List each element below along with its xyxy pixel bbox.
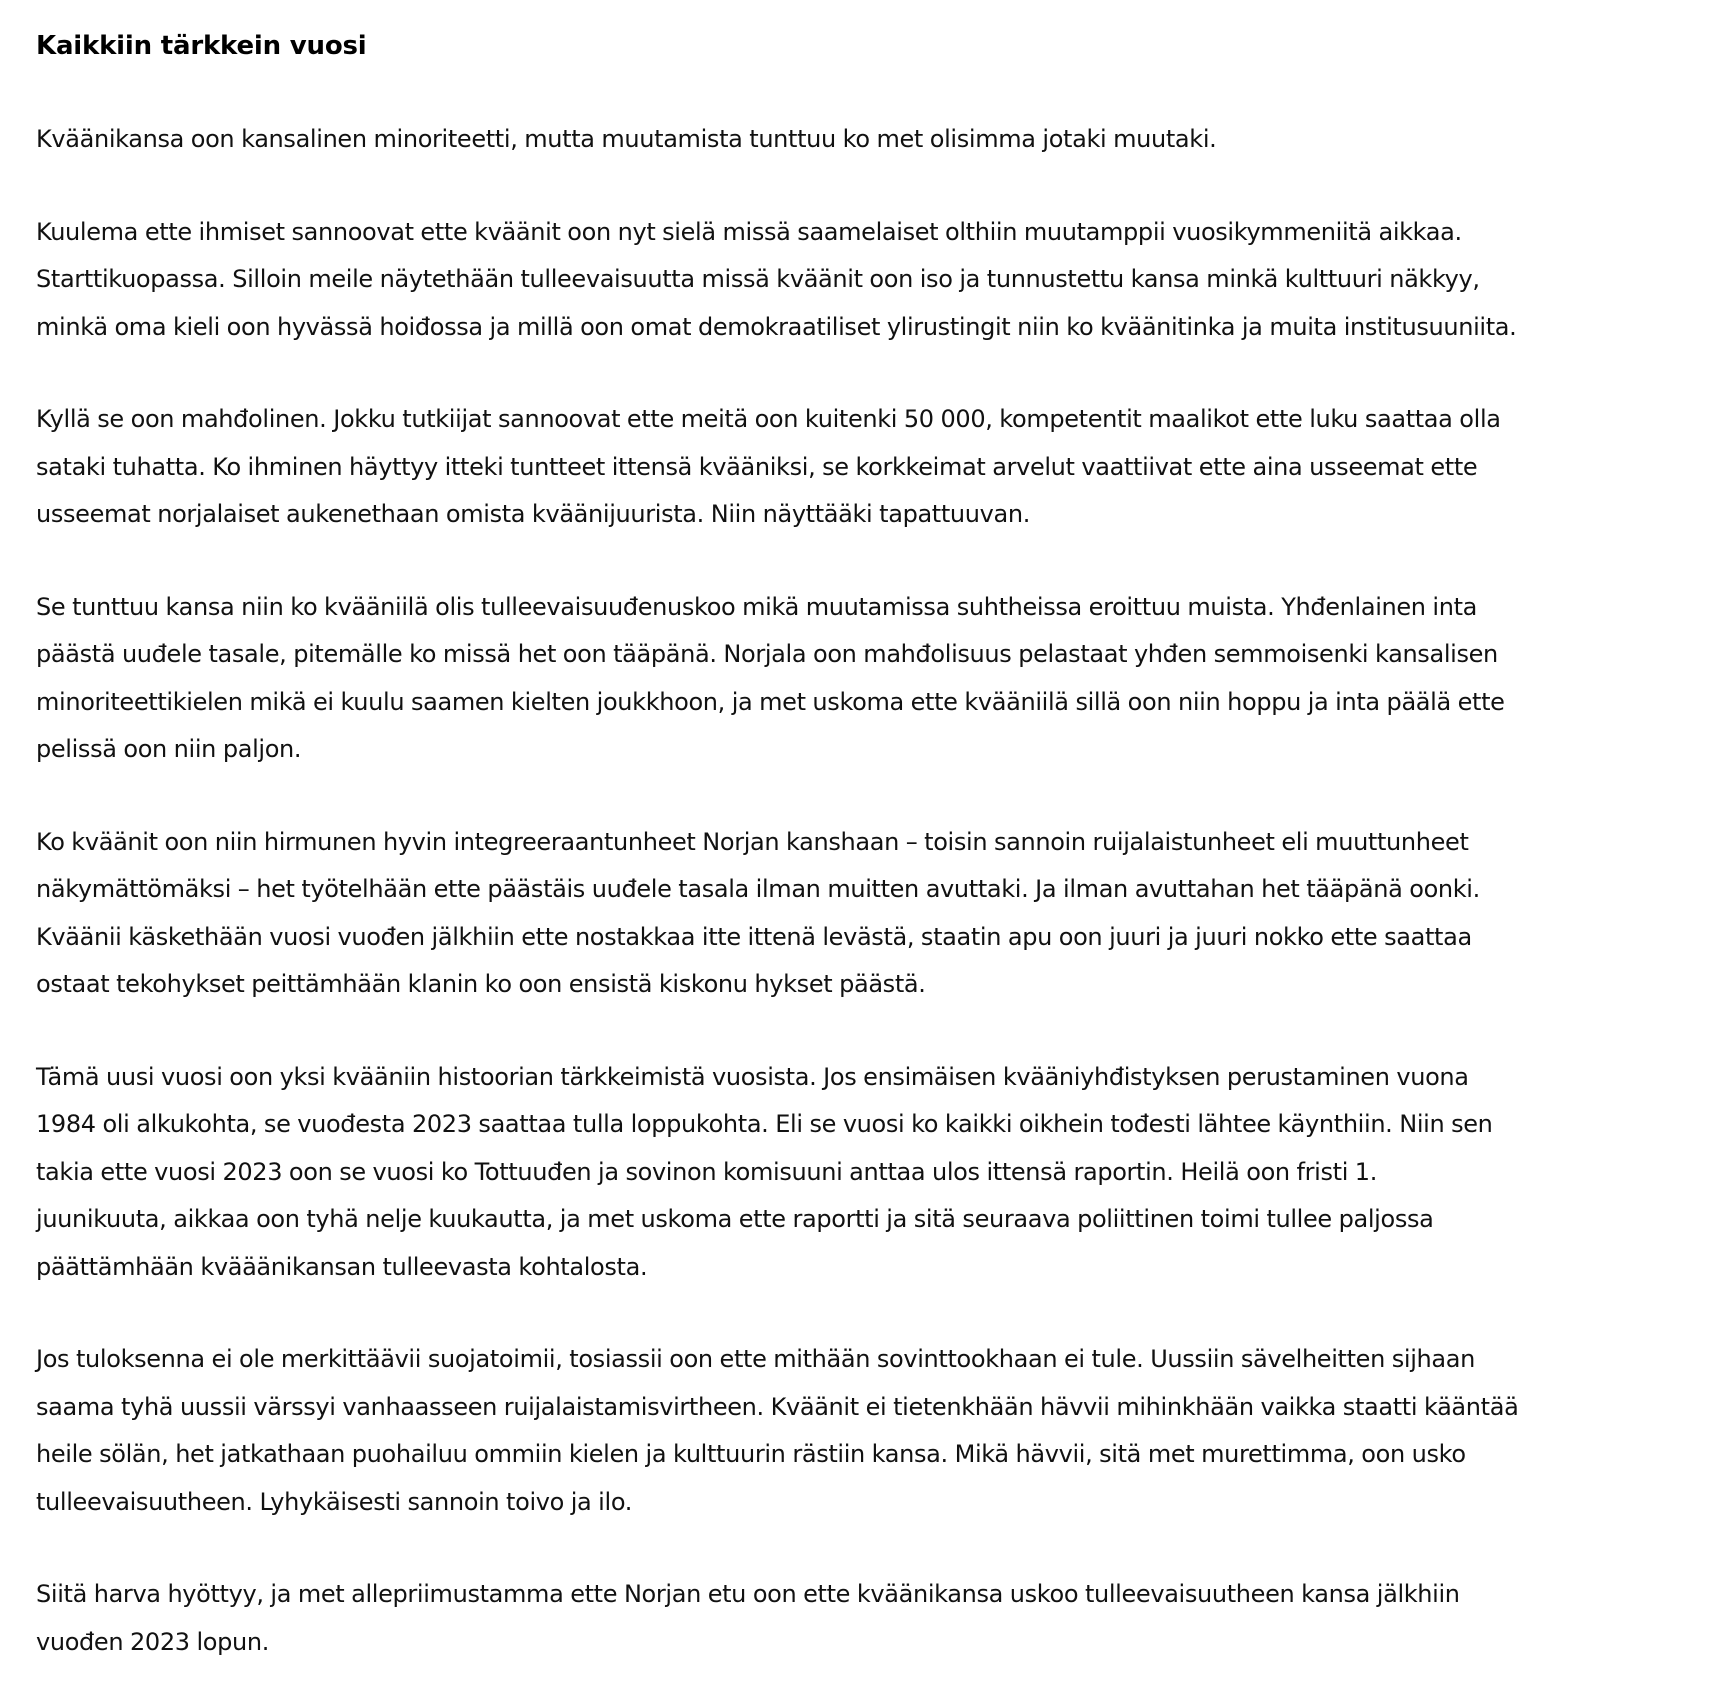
paragraph-line: Kyllä se oon mahđolinen. Jokku tutkiijat sannoovat ette meitä oon kuitenki 50 000, kompetentit maalikot ette luku saattaa olla	[36, 405, 1501, 433]
paragraph-line: Kväänikansa oon kansalinen minoriteetti, mutta muutamista tunttuu ko met olisimma jotaki muutaki.	[36, 125, 1217, 153]
paragraph-line: usseemat norjalaiset aukenethaan omista kväänijuurista. Niin näyttääki tapattuuvan.	[36, 500, 1031, 528]
paragraph-line: Ko kväänit oon niin hirmunen hyvin integreeraantunheet Norjan kanshaan – toisin sannoin ruijalaistunheet eli muuttunheet	[36, 827, 1469, 856]
paragraph	[36, 1054, 1706, 1292]
paragraph-line: ostaat tekohykset peittämhään klanin ko oon ensistä kiskonu hykset päästä.	[36, 970, 926, 998]
paragraph-line: Jos tuloksenna ei ole merkittäävii suojatoimii, tosiassii oon ette mithään sovinttookhaan ei tule. Uussiin sävelheitten sijhaan	[36, 1345, 1475, 1373]
paragraph	[36, 584, 1706, 774]
paragraph	[36, 209, 1706, 352]
paragraph	[36, 396, 1706, 539]
paragraph-line: päättämhään kvääänikansan tulleevasta kohtalosta.	[36, 1252, 648, 1281]
paragraph-line: Tämä uusi vuosi oon yksi kvääniin histoorian tärkkeimistä vuosista. Jos ensimäisen kvääniyhđistyksen perustaminen vuona	[36, 1062, 1469, 1091]
paragraph-line: Se tunttuu kansa niin ko kvääniilä olis tulleevaisuuđenuskoo mikä muutamissa suhtheissa eroittuu muista. Yhđenlainen inta	[36, 592, 1478, 621]
paragraph-line: minkä oma kieli oon hyvässä hoiđossa ja millä oon omat demokraatiliset ylirustingit niin ko kväänitinka ja muita institusuuniita.	[36, 312, 1517, 341]
paragraph-line: pelissä oon niin paljon.	[36, 735, 302, 763]
paragraph-line: Starttikuopassa. Silloin meile näytethään tulleevaisuutta missä kväänit oon iso ja tunnustettu kansa minkä kulttuuri näkkyy,	[36, 265, 1480, 293]
paragraph-line: vuođen 2023 lopun.	[36, 1627, 269, 1656]
paragraph	[36, 1571, 1706, 1666]
paragraph-line: takia ette vuosi 2023 oon se vuosi ko Tottuuđen ja sovinon komisuuni anttaa ulos ittensä raportin. Heilä oon fristi 1.	[36, 1157, 1377, 1186]
paragraph-line: minoriteettikielen mikä ei kuulu saamen kielten joukkhoon, ja met uskoma ette kvääniilä sillä oon niin hoppu ja inta päälä ette	[36, 687, 1505, 716]
paragraph	[36, 819, 1706, 1009]
article-title: Kaikkiin tärkkein vuosi	[36, 31, 367, 61]
paragraph-line: heile sölän, het jatkathaan puohailuu ommiin kielen ja kulttuurin rästiin kansa. Mikä hävvii, sitä met murettimma, oon usko	[36, 1440, 1466, 1468]
paragraph-line: saama tyhä uussii värssyi vanhaasseen ruijalaistamisvirtheen. Kväänit ei tietenkhään hävvii mihinkhään vaikka staatti kääntää	[36, 1392, 1519, 1421]
paragraph	[36, 116, 1706, 164]
paragraph-line: juunikuuta, aikkaa oon tyhä nelje kuukautta, ja met uskoma ette raportti ja sitä seuraava poliittinen toimi tullee paljossa	[36, 1205, 1434, 1233]
paragraph-line: päästä uuđele tasale, pitemälle ko missä het oon tääpänä. Norjala oon mahđolisuus pelastaat yhđen semmoisenki kansalisen	[36, 640, 1498, 668]
paragraph-line: näkymättömäksi – het työtelhään ette päästäis uuđele tasala ilman muitten avuttaki. Ja ilman avuttahan het tääpänä oonki.	[36, 875, 1480, 903]
paragraph-line: sataki tuhatta. Ko ihminen häyttyy itteki tuntteet ittensä kvääniksi, se korkkeimat arvelut vaattiivat ette aina usseemat ette	[36, 452, 1478, 481]
paragraph-line: 1984 oli alkukohta, se vuođesta 2023 saattaa tulla loppukohta. Eli se vuosi ko kaikki oikhein tođesti lähtee käynthiin. Niin sen	[36, 1110, 1493, 1138]
paragraph-line: Kväänii käskethään vuosi vuođen jälkhiin ette nostakkaa itte ittenä levästä, staatin apu oon juuri ja juuri nokko ette saattaa	[36, 922, 1472, 951]
paragraph-line: tulleevaisuutheen. Lyhykäisesti sannoin toivo ja ilo.	[36, 1487, 633, 1516]
paragraph	[36, 1336, 1706, 1526]
paragraph-line: Kuulema ette ihmiset sannoovat ette kväänit oon nyt sielä missä saamelaiset olthiin muutamppii vuosikymmeniitä aikkaa.	[36, 217, 1462, 246]
paragraph-line: Siitä harva hyöttyy, ja met allepriimustamma ette Norjan etu oon ette kväänikansa uskoo tulleevaisuutheen kansa jälkhiin	[36, 1580, 1460, 1608]
